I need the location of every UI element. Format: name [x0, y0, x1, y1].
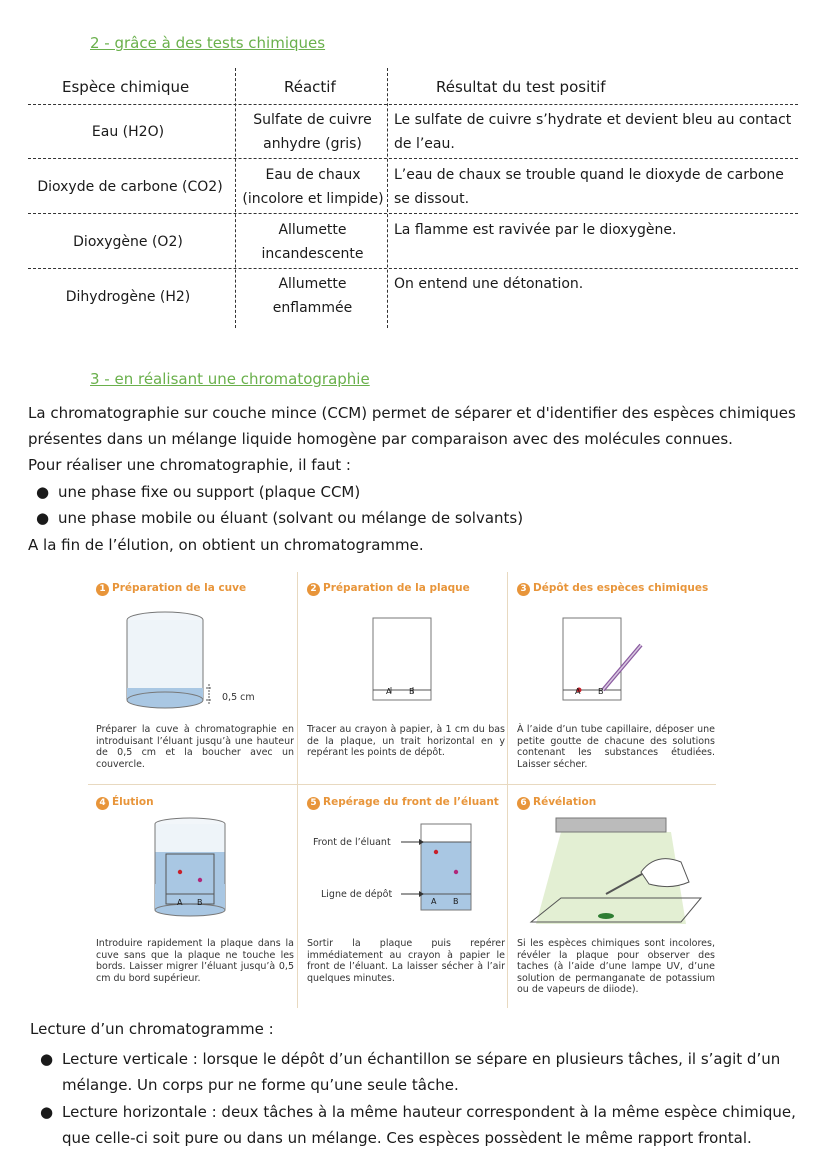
table-header-result: Résultat du test positif	[436, 78, 606, 96]
tank-illustration	[90, 600, 296, 720]
list-item: ● Lecture verticale : lorsque le dépôt d’un échantillon se sépare en plusieurs tâches, il s’agit d’un mélange. Un corps pur ne forme qu’une seule tâche.	[62, 1046, 807, 1098]
step-title: 4 Élution	[96, 796, 154, 810]
list-item: ● Lecture horizontale : deux tâches à la même hauteur correspondent à la même espèce chimique, que celle-ci soit pure ou dans un mélange. Ces espèces possèdent le même rapport frontal.	[62, 1099, 807, 1151]
plate-illustration	[301, 600, 507, 720]
table-cell-reagent: Allumette enflammée	[272, 276, 353, 316]
spot-label-a: A	[177, 898, 183, 907]
intro-line: présentes dans un mélange liquide homogène par comparaison avec des molécules connues.	[28, 430, 733, 448]
spot-label-b: B	[197, 898, 203, 907]
table-cell-species: Dioxyde de carbone (CO2)	[37, 179, 223, 195]
spot-label-a: A	[431, 897, 437, 906]
table-cell-species: Eau (H2O)	[91, 124, 165, 140]
step-caption: Introduire rapidement la plaque dans la cuve sans que la plaque ne touche les bords. Laisser migrer l’éluant jusqu’à 0,5 cm du bord supérieur.	[96, 938, 294, 984]
step-title: 5 Repérage du front de l’éluant	[307, 796, 499, 810]
front-label: Front de l’éluant	[313, 837, 391, 848]
deposit-illustration	[511, 600, 717, 720]
step-title: 6 Révélation	[517, 796, 596, 810]
table-cell-reagent: Eau de chaux (incolore et limpide)	[242, 167, 384, 207]
step-panel-front	[301, 786, 507, 994]
step-caption: À l’aide d’un tube capillaire, déposer une petite goutte de chacune des solutions contenant les substances étudiées. Laisser sécher.	[517, 724, 715, 770]
height-label: 0,5 cm	[222, 692, 255, 703]
list-item: ● une phase fixe ou support (plaque CCM)	[58, 479, 360, 505]
table-cell-result: On entend une détonation.	[394, 276, 584, 292]
chromatography-steps-figure	[88, 572, 716, 1008]
step-panel-depot	[511, 572, 717, 780]
step-caption: Sortir la plaque puis repérer immédiatement au crayon à papier le front de l’éluant. La laisser sécher à l’air quelques minutes.	[307, 938, 505, 984]
step-panel-cuve	[90, 572, 296, 780]
step-panel-revelation	[511, 786, 717, 994]
front-illustration	[301, 814, 507, 934]
bullet-icon: ●	[40, 1103, 54, 1121]
section-title-chromatography: 3 - en réalisant une chromatographie	[90, 370, 370, 388]
step-title: 2 Préparation de la plaque	[307, 582, 470, 596]
table-cell-species: Dioxygène (O2)	[73, 234, 183, 250]
conclusion-text: A la fin de l’élution, on obtient un chromatogramme.	[28, 536, 424, 554]
table-row-divider	[28, 268, 798, 269]
step-title: 1 Préparation de la cuve	[96, 582, 246, 596]
section-title-tests: 2 - grâce à des tests chimiques	[90, 34, 326, 52]
table-header-reagent: Réactif	[284, 78, 336, 96]
step-caption: Préparer la cuve à chromatographie en introduisant l’éluant jusqu’à une hauteur de 0,5 cm et la boucher avec un couvercle.	[96, 724, 294, 770]
step-panel-plaque	[301, 572, 507, 780]
intro-line: Pour réaliser une chromatographie, il faut :	[28, 456, 351, 474]
spot-label-a: A	[575, 687, 581, 696]
table-row-divider	[28, 104, 798, 105]
table-cell-reagent: Allumette incandescente	[261, 222, 364, 262]
bullet-icon: ●	[40, 1050, 54, 1068]
list-item: ● une phase mobile ou éluant (solvant ou mélange de solvants)	[58, 505, 523, 531]
table-cell-reagent: Sulfate de cuivre anhydre (gris)	[253, 112, 372, 152]
bullet-icon: ●	[36, 483, 50, 501]
spot-label-a: A	[386, 687, 392, 696]
table-row-divider	[28, 158, 798, 159]
table-cell-result: La flamme est ravivée par le dioxygène.	[394, 222, 677, 238]
spot-label-b: B	[453, 897, 459, 906]
intro-line: La chromatographie sur couche mince (CCM) permet de séparer et d'identifier des espèces chimiques	[28, 404, 796, 422]
spot-label-b: B	[409, 687, 415, 696]
step-caption: Tracer au crayon à papier, à 1 cm du bas de la plaque, un trait horizontal en y repérant les points de dépôt.	[307, 724, 505, 758]
step-caption: Si les espèces chimiques sont incolores, révéler la plaque pour observer des taches (à l’aide d’une lampe UV, d’une solution de permanganate de potassium ou de vapeurs de diiode).	[517, 938, 715, 995]
table-header-species: Espèce chimique	[62, 78, 190, 96]
table-row-divider	[28, 213, 798, 214]
step-panel-elution	[90, 786, 296, 994]
line-label: Ligne de dépôt	[321, 889, 393, 900]
lecture-title: Lecture d’un chromatogramme :	[30, 1020, 274, 1038]
step-title: 3 Dépôt des espèces chimiques	[517, 582, 708, 596]
table-cell-result: L’eau de chaux se trouble quand le dioxyde de carbone se dissout.	[394, 167, 784, 207]
table-cell-result: Le sulfate de cuivre s’hydrate et devient bleu au contact de l’eau.	[394, 112, 792, 152]
uv-lamp-illustration	[511, 814, 717, 934]
bullet-icon: ●	[36, 509, 50, 527]
elution-illustration	[90, 814, 296, 934]
spot-label-b: B	[598, 687, 604, 696]
table-cell-species: Dihydrogène (H2)	[65, 289, 191, 305]
